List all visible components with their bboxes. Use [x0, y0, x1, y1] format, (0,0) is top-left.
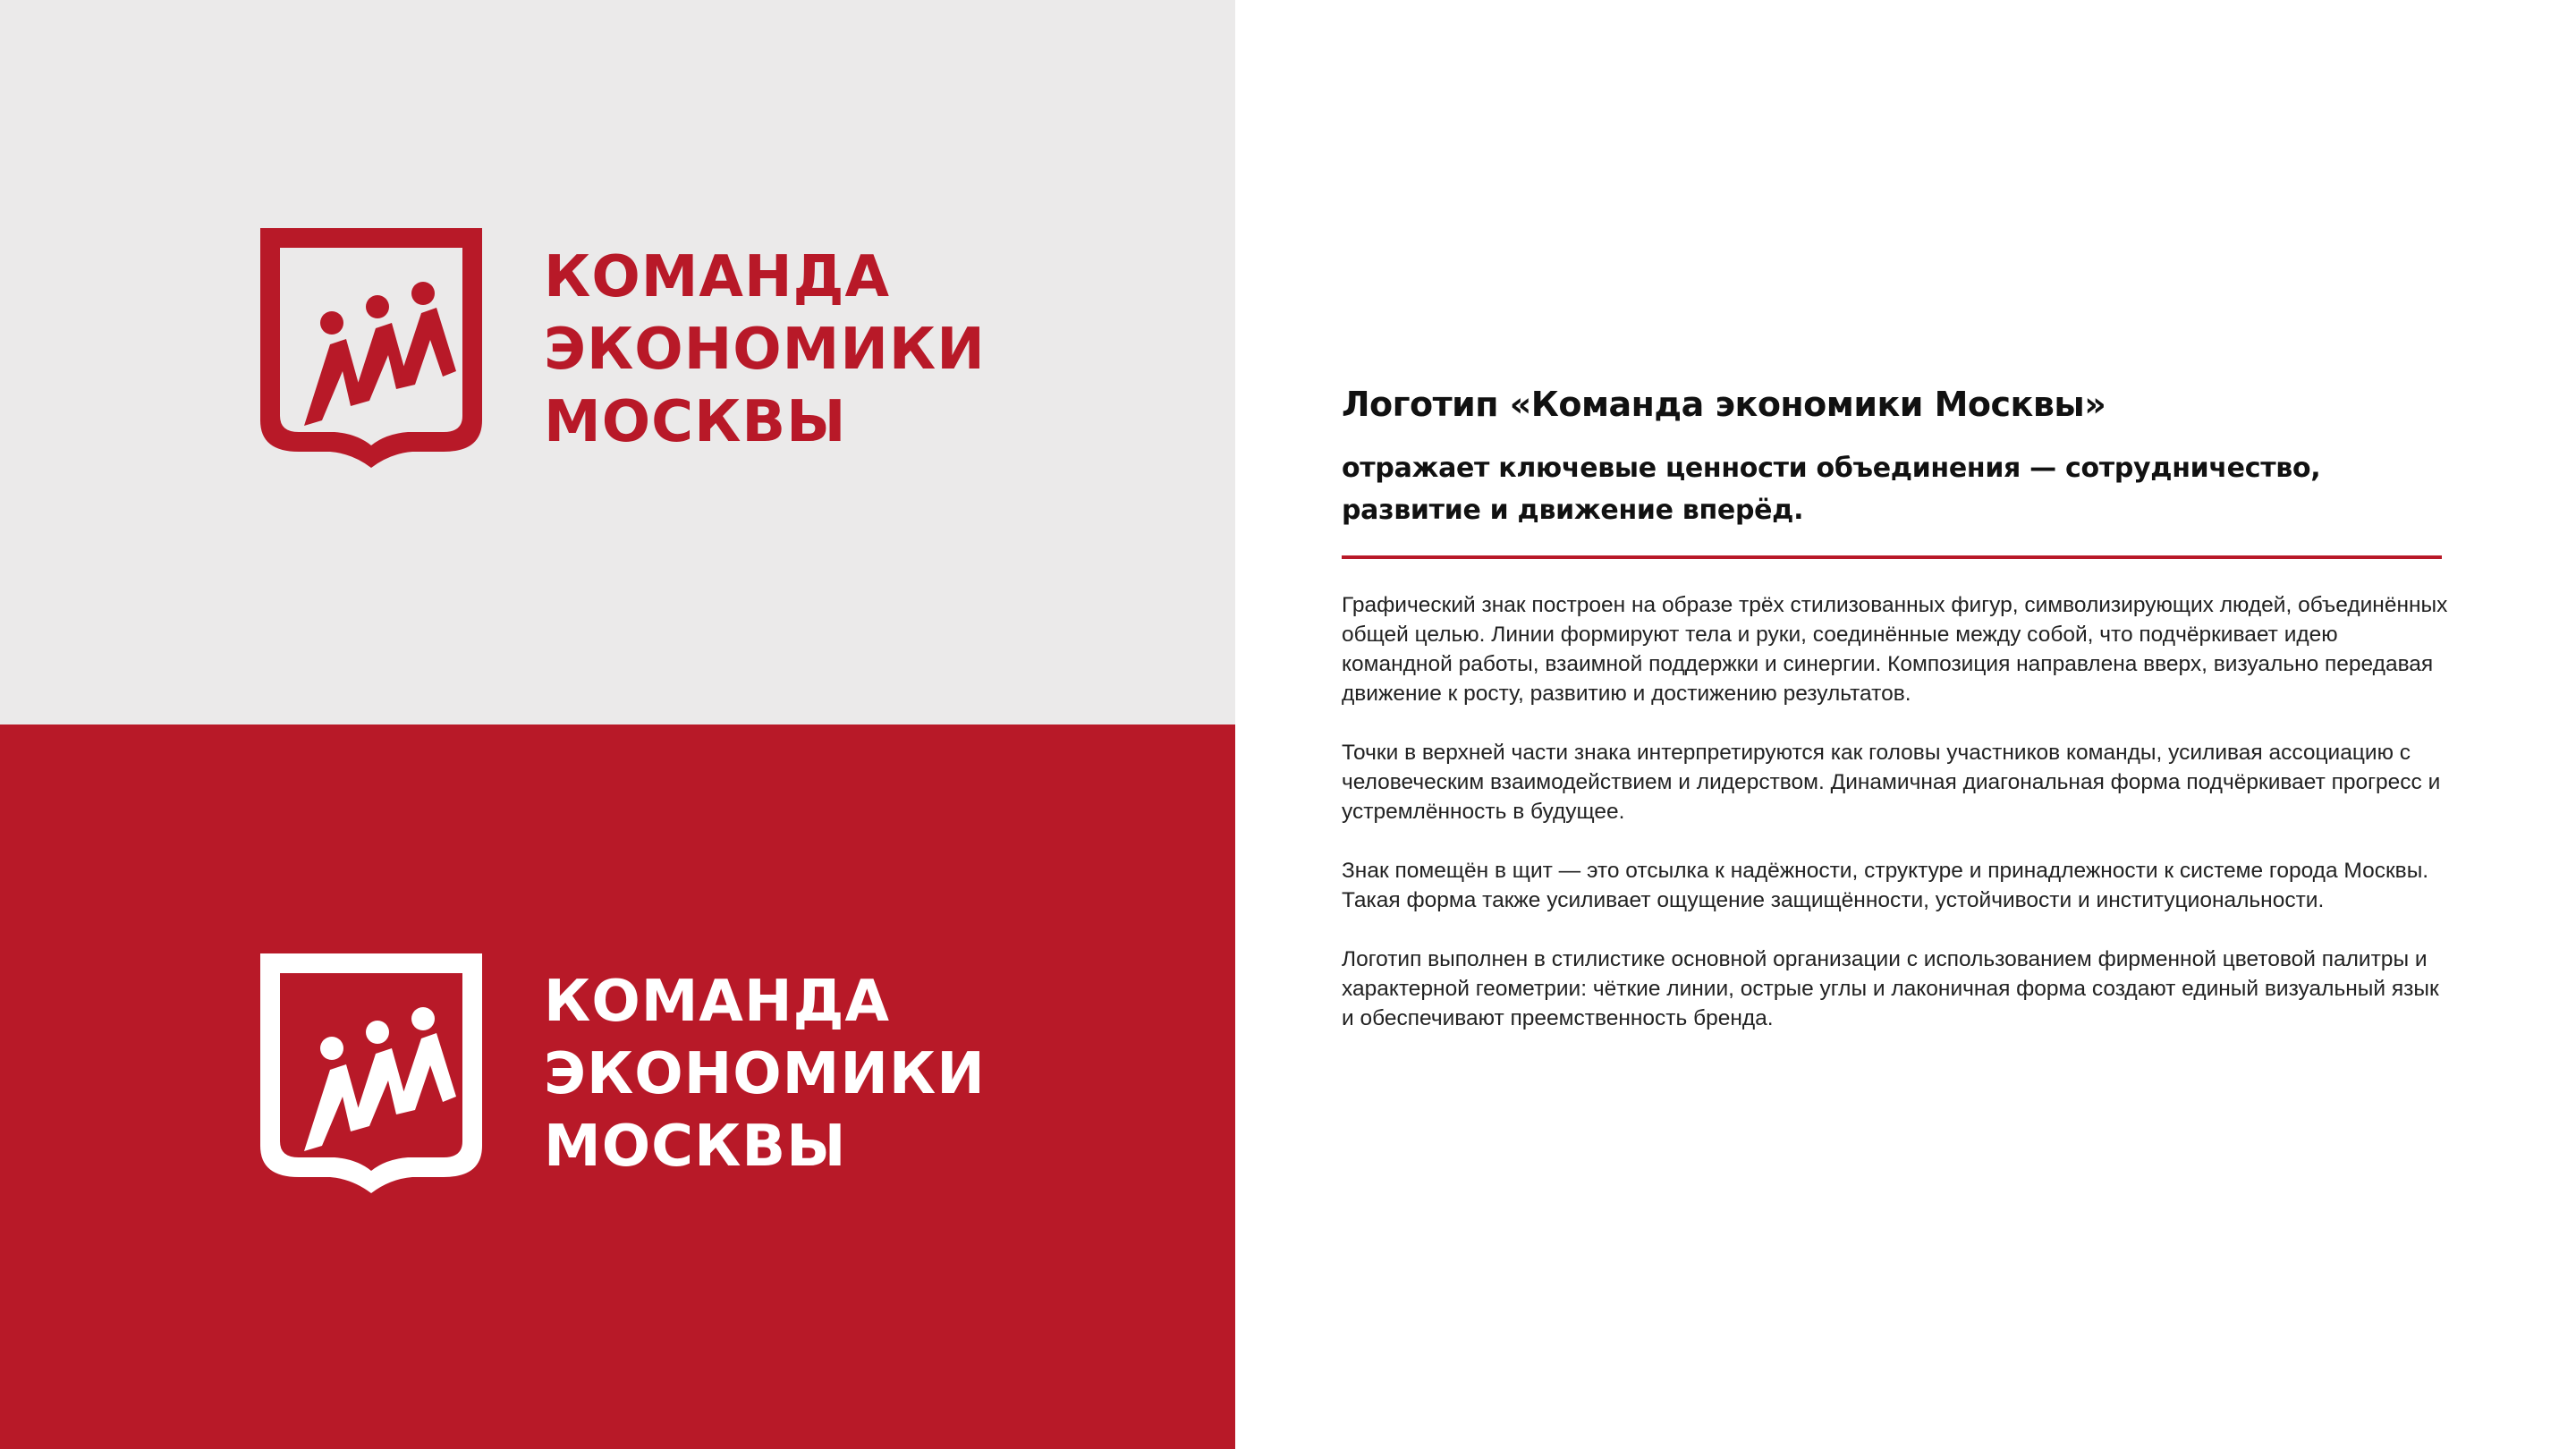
logo-dark-panel: [0, 724, 1235, 1449]
shield-team-icon: [260, 228, 484, 496]
wordmark-line-2: ЭКОНОМИКИ: [544, 1041, 986, 1107]
description-body: [1342, 590, 2451, 1063]
page-title: Логотип «Команда экономики Москвы»: [1342, 385, 2106, 424]
wordmark-line-1: КОМАНДА: [544, 244, 891, 310]
wordmark-line-2: ЭКОНОМИКИ: [544, 317, 986, 383]
paragraph: Графический знак построен на образе трёх стилизованных фигур, символизирующих людей, объединённых общей целью. Линии формируют тела и руки, соединённые между собой, что подчёркивает идею командной работы, взаимной поддержки и синергии. Композиция направлена вверх, визуально передавая движение к росту, развитию и достижению результатов.: [1342, 593, 2448, 706]
wordmark-line-3: МОСКВЫ: [544, 1114, 847, 1180]
paragraph: Точки в верхней части знака интерпретируются как головы участников команды, усиливая ассоциацию с человеческим взаимодействием и лидерством. Динамичная диагональная форма подчёркивает прогресс и устремлённость в будущее.: [1342, 741, 2441, 824]
paragraph: Знак помещён в щит — это отсылка к надёжности, структуре и принадлежности к системе города Москвы. Такая форма также усиливает ощущение защищённости, устойчивости и институциональности.: [1342, 859, 2429, 912]
paragraph: Логотип выполнен в стилистике основной организации с использованием фирменной цветовой палитры и характерной геометрии: чёткие линии, острые углы и лаконичная форма создают единый визуальный язык и обеспечивают преемственность бренда.: [1342, 947, 2439, 1030]
logo-light-wordmark: [544, 242, 986, 459]
wordmark-line-3: МОСКВЫ: [544, 389, 847, 455]
subtitle: отражает ключевые ценности объединения — сотрудничество, развитие и движение вперёд.: [1342, 453, 2321, 526]
shield-team-icon: [260, 953, 484, 1222]
divider: [1342, 555, 2442, 559]
logo-light-panel: [0, 0, 1235, 724]
logo-dark-wordmark: [544, 966, 986, 1183]
wordmark-line-1: КОМАНДА: [544, 969, 891, 1035]
